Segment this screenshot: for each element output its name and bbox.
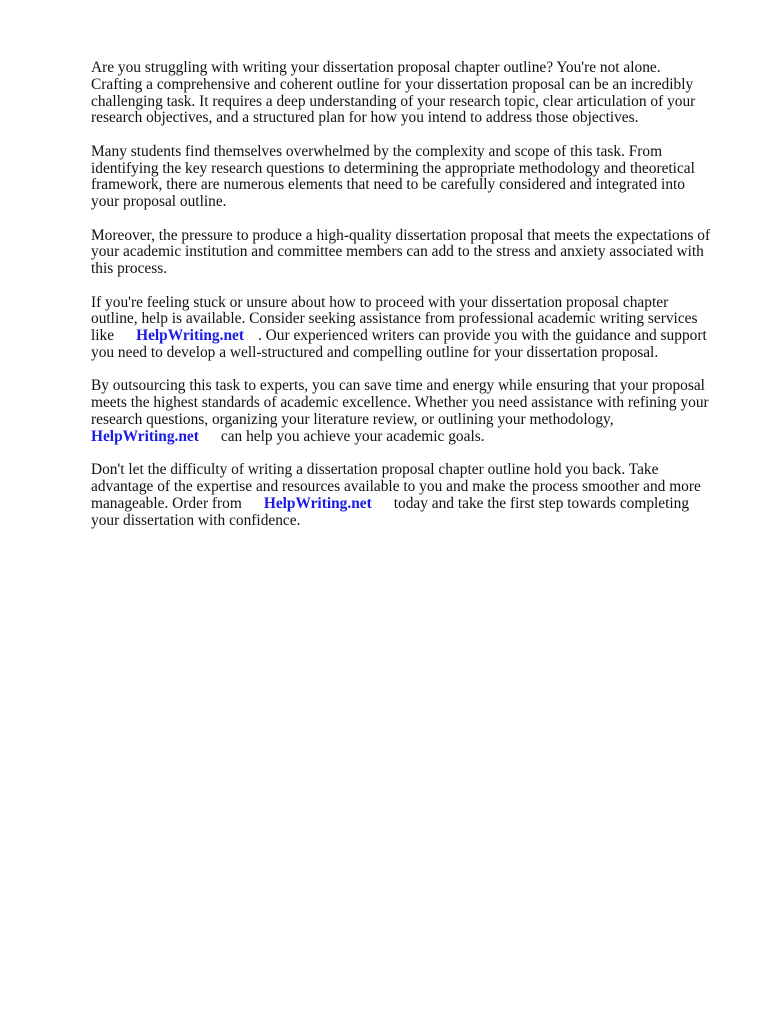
paragraph-overwhelmed-text: Many students find themselves overwhelmed by the complexity and scope of this task. From identifying the key research questions to determining the appropriate methodology and theoretical framework, there are numerous elements that need to be carefully considered and integrated into your proposal outline. bbox=[91, 142, 695, 211]
paragraph-cta-text-b: today and take the first step towards completing bbox=[393, 494, 690, 512]
helpwriting-link-3[interactable]: HelpWriting.net bbox=[263, 494, 372, 512]
paragraph-overwhelmed bbox=[91, 144, 731, 211]
paragraph-intro-text: Are you struggling with writing your dissertation proposal chapter outline? You're not alone. Crafting a comprehensive and coherent outline for your dissertation proposal can be an incredibly challenging task. It requires a deep understanding of your research topic, clear articulation of your research objectives, and a structured plan for how you intend to address those objectives. bbox=[91, 59, 696, 127]
paragraph-pressure-text: Moreover, the pressure to produce a high-quality dissertation proposal that meets the expectations of your academic institution and committee members can add to the stress and anxiety associated with this process. bbox=[91, 226, 711, 278]
paragraph-cta-text-a: Don't let the difficulty of writing a dissertation proposal chapter outline hold you back. Take advantage of the expertise and resources available to you and make the process smoother and more manageable. Order from bbox=[91, 461, 701, 512]
paragraph-help-text-c: you need to develop a well-structured and compelling outline for your dissertation proposal. bbox=[91, 343, 659, 361]
paragraph-outsourcing-text-a: By outsourcing this task to experts, you can save time and energy while ensuring that your proposal meets the highest standards of academic excellence. Whether you need assistance with refining your research questions, organizing your literature review, or outlining your methodology, bbox=[91, 377, 709, 428]
document-page bbox=[91, 60, 731, 546]
paragraph-pressure bbox=[91, 228, 731, 278]
paragraph-outsourcing-text-b: can help you achieve your academic goals. bbox=[220, 427, 485, 445]
paragraph-help-text-a: If you're feeling stuck or unsure about how to proceed with your dissertation proposal chapter outline, help is available. Consider seeking assistance from professional academic writing services like bbox=[91, 293, 698, 345]
paragraph-outsourcing bbox=[91, 378, 731, 445]
paragraph-help-available bbox=[91, 295, 731, 362]
paragraph-help-text-b: . Our experienced writers can provide you with the guidance and support bbox=[257, 327, 707, 345]
helpwriting-link-2[interactable]: HelpWriting.net bbox=[91, 427, 199, 445]
paragraph-intro bbox=[91, 60, 731, 127]
paragraph-call-to-action bbox=[91, 462, 731, 529]
paragraph-cta-text-c: your dissertation with confidence. bbox=[91, 511, 301, 529]
helpwriting-link-1[interactable]: HelpWriting.net bbox=[136, 327, 244, 345]
